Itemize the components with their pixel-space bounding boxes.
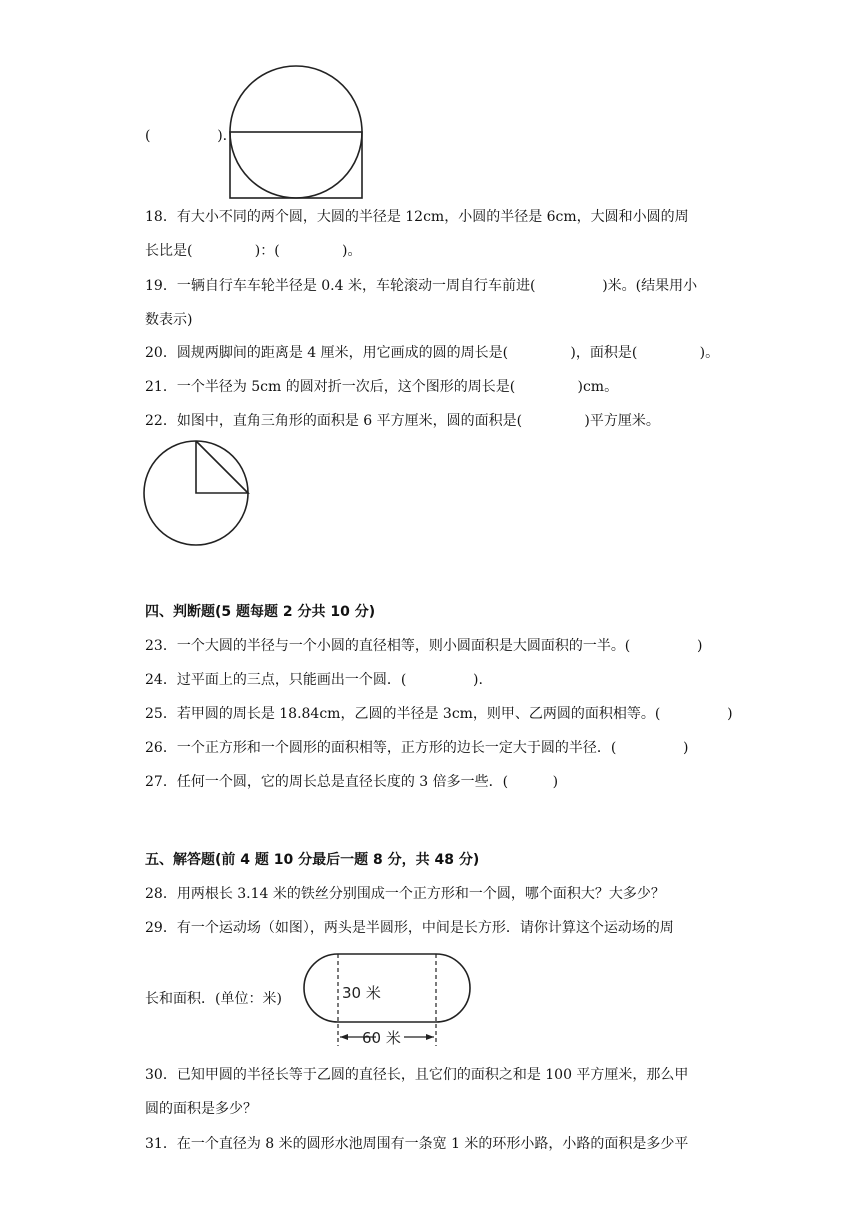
q21-line1: 21．一个半径为 5cm 的圆对折一次后，这个图形的周长是( )cm。 [145, 379, 619, 395]
q28: 28．用两根长 3.14 米的铁丝分别围成一个正方形和一个圆，哪个面积大？大多少？ [145, 886, 665, 902]
q20-line1: 20．圆规两脚间的距离是 4 厘米，用它画成的圆的周长是( )，面积是( )。 [145, 345, 720, 361]
q19-line1: 19．一辆自行车车轮半径是 0.4 米，车轮滚动一周自行车前进( )米。(结果用小 [145, 278, 698, 294]
q26: 26．一个正方形和一个圆形的面积相等，正方形的边长一定大于圆的半径．( ) [145, 740, 689, 756]
q25: 25．若甲圆的周长是 18.84cm，乙圆的半径是 3cm，则甲、乙两圆的面积相等。( ) [145, 706, 733, 722]
track-arrowhead-right [426, 1034, 434, 1040]
q23: 23．一个大圆的半径与一个小圆的直径相等，则小圆面积是大圆面积的一半。( ) [145, 638, 703, 654]
section5-heading: 五、解答题(前 4 题 10 分最后一题 8 分，共 48 分) [145, 852, 480, 868]
track-arrowhead-left [340, 1034, 348, 1040]
q31-line1: 31．在一个直径为 8 米的圆形水池周围有一条宽 1 米的环形小路，小路的面积是多少平 [145, 1136, 689, 1152]
q22-line1: 22．如图中，直角三角形的面积是 6 平方厘米，圆的面积是( )平方厘米。 [145, 413, 660, 429]
q18-line2: 长比是( )：( )。 [145, 243, 362, 259]
q30-line1: 30．已知甲圆的半径长等于乙圆的直径长，且它们的面积之和是 100 平方厘米，那么甲 [145, 1067, 689, 1083]
q17-circle [230, 66, 362, 198]
q30-line2: 圆的面积是多少？ [145, 1101, 257, 1117]
q24: 24．过平面上的三点，只能画出一个圆．( ). [145, 672, 483, 688]
track-length-label: 60 米 [362, 1029, 401, 1047]
track-width-label: 30 米 [342, 984, 381, 1002]
q19-line2: 数表示) [145, 312, 193, 328]
section4-heading: 四、判断题(5 题每题 2 分共 10 分) [145, 604, 376, 620]
q22-circle [144, 441, 248, 545]
track-outline [304, 954, 470, 1022]
q27: 27．任何一个圆，它的周长总是直径长度的 3 倍多一些．( ) [145, 774, 559, 790]
q18-line1: 18．有大小不同的两个圆，大圆的半径是 12cm，小圆的半径是 6cm，大圆和小圆的周 [145, 209, 689, 225]
q29-line2: 长和面积．(单位：米) [145, 991, 282, 1007]
q29-line1: 29．有一个运动场（如图），两头是半圆形，中间是长方形．请你计算这个运动场的周 [145, 920, 674, 936]
q17-rectangle [230, 132, 362, 198]
q22-right-triangle [196, 441, 248, 493]
q17-answer-blank: ( ). [145, 128, 228, 144]
